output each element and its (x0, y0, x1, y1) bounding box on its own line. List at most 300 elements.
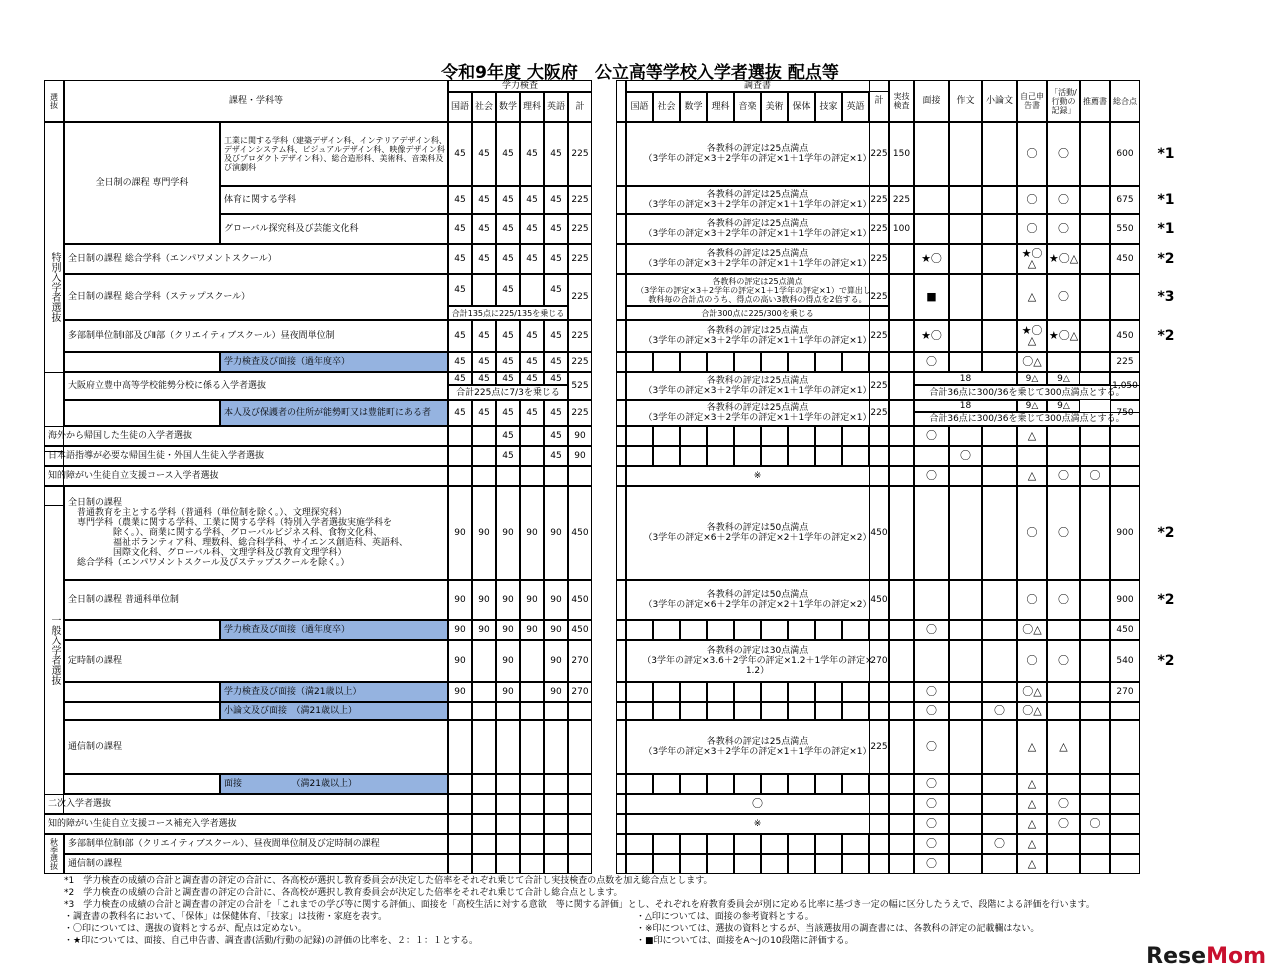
sougou-cell (1110, 774, 1140, 794)
nose-note: 合計36点に300/36を乗じて300点満点とする。 (914, 385, 1140, 400)
header-subject: 保体 (788, 92, 815, 122)
empty-cell (64, 620, 220, 640)
empty-cell (734, 834, 761, 854)
empty-cell (842, 426, 869, 446)
chousasho-total (869, 446, 889, 466)
header-jiko: 自己申告書 (1017, 80, 1047, 122)
chousasho-desc: 各教科の評定は25点満点 （3学年の評定×3＋2学年の評定×1＋1学年の評定×1） (626, 400, 889, 426)
row-label-tabu: 多部制単位制Ⅰ部及びⅡ部（クリエイティブスクール）昼夜間単位制 (64, 320, 448, 352)
gakuryoku-score: 90 (472, 486, 496, 580)
row-label-kaigai: 海外から帰国した生徒の入学者選抜 (44, 426, 448, 446)
empty-cell (842, 834, 869, 854)
row-label-niji: 二次入学者選抜 (44, 794, 448, 814)
shouronbun-cell (982, 682, 1017, 702)
suisen-cell (1080, 580, 1110, 620)
sakubun-cell (949, 640, 982, 682)
shouronbun-cell (982, 774, 1017, 794)
chousasho-desc: 各教科の評定は50点満点 （3学年の評定×6＋2学年の評定×2＋1学年の評定×2） (626, 486, 889, 580)
sakubun-cell (949, 620, 982, 640)
gakuryoku-score: 45 (544, 122, 568, 186)
katsudo-cell: △ (1047, 720, 1080, 774)
header-senbatsu: 選抜 (44, 80, 64, 122)
katsudo-cell: 〇 (1047, 214, 1080, 244)
empty-cell (496, 834, 520, 854)
chousasho-total (869, 682, 889, 702)
gakuryoku-total: 225 (568, 186, 592, 214)
empty-cell (544, 702, 568, 720)
empty-cell (734, 620, 761, 640)
empty-cell (472, 640, 496, 682)
shouronbun-cell (982, 274, 1017, 320)
gakuryoku-score: 45 (448, 400, 472, 426)
katsudo-cell: 〇 (1047, 122, 1080, 186)
jiko-cell: 〇△ (1017, 620, 1047, 640)
jiko-cell: 〇 (1017, 122, 1047, 186)
mensetsu-cell (914, 640, 949, 682)
row-label-nose-sub: 本人及び保護者の住所が能勢町又は豊能町にある者 (220, 400, 448, 426)
chousasho-total (869, 834, 889, 854)
suisen-cell (1080, 682, 1110, 702)
gakuryoku-score: 45 (520, 214, 544, 244)
sougou-cell (1110, 794, 1140, 814)
empty-cell (64, 682, 220, 702)
sougou-cell (1110, 854, 1140, 874)
jiko-cell: 〇 (1017, 640, 1047, 682)
jitsugi-cell (889, 274, 914, 320)
empty-cell (815, 620, 842, 640)
gakuryoku-score: 90 (544, 580, 568, 620)
footnote-right: ・※印については、選抜の資料とするが、当該選抜用の調査書には、各教科の評定の記載欄はない。 (636, 924, 1040, 934)
gap (616, 834, 626, 854)
chousasho-desc: 各教科の評定は50点満点 （3学年の評定×6＋2学年の評定×2＋1学年の評定×2） (626, 580, 889, 620)
empty-cell (472, 720, 496, 774)
katsudo-cell (1047, 774, 1080, 794)
suisen-cell (1080, 702, 1110, 720)
gakuryoku-score: 45 (544, 372, 568, 385)
empty-cell (568, 774, 592, 794)
empty-cell (761, 834, 788, 854)
footnote-marker: *1 (1157, 221, 1175, 237)
shouronbun-cell (982, 794, 1017, 814)
empty-cell (788, 426, 815, 446)
chousasho-total (869, 620, 889, 640)
footnote-right: ・■印については、面接をA～Jの10段階に評価する。 (636, 936, 854, 946)
header-subject: 英語 (842, 92, 869, 122)
empty-cell (680, 352, 707, 372)
nose-points: 18 (914, 372, 1017, 385)
empty-cell (761, 854, 788, 874)
chousasho-total: 225 (869, 320, 889, 352)
empty-cell (815, 774, 842, 794)
footnote-left: ・〇印については、選抜の資料とするが、配点は定めない。 (64, 924, 307, 934)
empty-cell (626, 352, 653, 372)
footnote-marker: *2 (1157, 592, 1175, 608)
sougou-cell: 450 (1110, 244, 1140, 274)
empty-cell (653, 702, 680, 720)
gap (616, 640, 626, 682)
header-subject: 理科 (707, 92, 734, 122)
suisen-cell (1080, 446, 1110, 466)
gakuryoku-score: 45 (472, 352, 496, 372)
row-label-step: 全日制の課程 総合学科（ステップスクール） (64, 274, 448, 320)
gakuryoku-score: 45 (448, 186, 472, 214)
footnote-left: ・調査書の教科名において、「保体」は保健体育、「技家」は技術・家庭を表す。 (64, 912, 388, 922)
row-label-nihongo: 日本語指導が必要な帰国生徒・外国人生徒入学者選抜 (44, 446, 448, 466)
sakubun-cell (949, 486, 982, 580)
sougou-cell: 675 (1110, 186, 1140, 214)
header-sakubun: 作文 (949, 80, 982, 122)
footnote-marker: *2 (1157, 251, 1175, 267)
chousasho-desc: 各教科の評定は25点満点 （3学年の評定×3＋2学年の評定×1＋1学年の評定×1） (626, 244, 889, 274)
suisen-cell (1080, 214, 1110, 244)
jiko-cell: ★〇△ (1017, 244, 1047, 274)
footnote-marker: *2 (1157, 525, 1175, 541)
empty-cell (761, 446, 788, 466)
gakuryoku-score: 90 (448, 580, 472, 620)
group-ippan: 一般入学者選抜 (44, 486, 64, 814)
jiko-cell: △ (1017, 814, 1047, 834)
jiko-cell: △ (1017, 834, 1047, 854)
gakuryoku-score: 90 (544, 640, 568, 682)
step-sum-g: 合計135点に225/135を乗じる (448, 306, 568, 320)
chousasho-total: 225 (869, 372, 889, 400)
empty-cell (707, 774, 734, 794)
note-3: *3 学力検査の成績の合計と調査書の評定の合計を「これまでの学び等に関する評価」、面接を「高校生活に対する意欲 等に関する評価」とし、それぞれを府教育委員会が別に定める比率に基づき一定の幅に区分したうえで、段階による評価を行います。 (64, 900, 1095, 910)
row-label-senmon: 全日制の課程 専門学科 (64, 122, 220, 244)
shouronbun-cell: 〇 (982, 702, 1017, 720)
group-shuuki: 秋季選抜 (44, 834, 64, 874)
katsudo-cell: 〇 (1047, 814, 1080, 834)
gakuryoku-score: 45 (496, 244, 520, 274)
chousasho-total: 225 (869, 400, 889, 426)
gakuryoku-score: 90 (448, 620, 472, 640)
empty-cell (568, 814, 592, 834)
empty-cell (448, 774, 472, 794)
gakuryoku-score: 45 (496, 446, 520, 466)
gakuryoku-total: 270 (568, 640, 592, 682)
empty-cell (448, 854, 472, 874)
header-katei: 課程・学科等 (64, 80, 448, 122)
empty-cell (680, 682, 707, 702)
gakuryoku-score: 90 (520, 580, 544, 620)
mensetsu-cell: 〇 (914, 834, 949, 854)
jitsugi-cell (889, 446, 914, 466)
jiko-cell: 〇 (1017, 186, 1047, 214)
gakuryoku-score: 45 (520, 320, 544, 352)
empty-cell (626, 774, 653, 794)
katsudo-cell: 〇 (1047, 640, 1080, 682)
empty-cell (842, 446, 869, 466)
header-kei: 計 (568, 92, 592, 122)
empty-cell (472, 446, 496, 466)
empty-cell (520, 814, 544, 834)
chousasho-desc: 各教科の評定は25点満点 （3学年の評定×3＋2学年の評定×1＋1学年の評定×1） (626, 372, 889, 400)
empty-cell (653, 774, 680, 794)
empty-cell (815, 426, 842, 446)
jiko-cell: △ (1017, 794, 1047, 814)
chousasho-desc: 各教科の評定は25点満点 （3学年の評定×3＋2学年の評定×1＋1学年の評定×1）で算出し、 教科毎の合計点のうち、得点の高い3教科の得点を2倍する。 (626, 274, 889, 306)
gakuryoku-score: 45 (544, 274, 568, 306)
empty-cell (448, 446, 472, 466)
mensetsu-cell (914, 580, 949, 620)
gap (616, 620, 626, 640)
empty-cell (788, 682, 815, 702)
gakuryoku-score: 45 (472, 372, 496, 385)
gap (616, 186, 626, 214)
empty-cell (982, 466, 1017, 486)
nose-points: 9△ (1047, 372, 1080, 385)
jiko-cell: 〇 (1017, 214, 1047, 244)
jitsugi-cell: 150 (889, 122, 914, 186)
gakuryoku-score: 45 (496, 274, 520, 306)
empty-cell (815, 352, 842, 372)
header-subject: 英語 (544, 92, 568, 122)
suisen-cell: 〇 (1080, 466, 1110, 486)
katsudo-cell: 〇 (1047, 794, 1080, 814)
sougou-cell: 450 (1110, 620, 1140, 640)
empty-cell (472, 794, 496, 814)
sakubun-cell (949, 854, 982, 874)
empty-cell (496, 720, 520, 774)
row-label-empower: 全日制の課程 総合学科（エンパワメントスクール） (64, 244, 448, 274)
empty-cell (626, 446, 653, 466)
footnote-left: ・★印については、面接、自己申告書、調査書(活動/行動の記録)の評価の比率を、２：１：１とする。 (64, 936, 478, 946)
chousasho-total: 450 (869, 486, 889, 580)
gap (616, 214, 626, 244)
chousasho-total: 225 (869, 244, 889, 274)
gakuryoku-score: 45 (520, 244, 544, 274)
mensetsu-cell: 〇 (914, 814, 949, 834)
katsudo-cell (1047, 446, 1080, 466)
empty-cell (707, 620, 734, 640)
empty-cell (680, 834, 707, 854)
katsudo-cell: 〇 (1047, 274, 1080, 320)
nose-points: 18 (914, 400, 1017, 412)
suisen-cell: 〇 (1080, 814, 1110, 834)
gakuryoku-score: 45 (472, 320, 496, 352)
empty-cell (680, 446, 707, 466)
empty-cell (842, 352, 869, 372)
mensetsu-cell: ★〇 (914, 320, 949, 352)
empty-cell (707, 854, 734, 874)
shouronbun-cell (982, 122, 1017, 186)
empty-cell (520, 466, 544, 486)
jiko-cell: 〇△ (1017, 682, 1047, 702)
empty-cell (680, 854, 707, 874)
empty-cell (869, 466, 889, 486)
chousasho-total (869, 794, 889, 814)
katsudo-cell (1047, 352, 1080, 372)
gakuryoku-score: 45 (496, 122, 520, 186)
empty-cell (653, 834, 680, 854)
sakubun-cell (949, 580, 982, 620)
header-subject: 国語 (626, 92, 653, 122)
jitsugi-cell (889, 682, 914, 702)
empty-cell (520, 426, 544, 446)
empty-cell (448, 426, 472, 446)
sougou-cell: 450 (1110, 320, 1140, 352)
gakuryoku-score: 45 (520, 372, 544, 385)
gakuryoku-score: 90 (496, 580, 520, 620)
gakuryoku-score: 45 (472, 122, 496, 186)
jiko-cell: △ (1017, 854, 1047, 874)
gakuryoku-total: 450 (568, 620, 592, 640)
sakubun-cell (949, 794, 982, 814)
gakuryoku-total: 450 (568, 580, 592, 620)
mensetsu-cell: 〇 (914, 620, 949, 640)
empty-cell (815, 682, 842, 702)
header-subject: 音楽 (734, 92, 761, 122)
sakubun-cell (949, 274, 982, 320)
empty-cell (544, 466, 568, 486)
chousasho-desc: 各教科の評定は25点満点 （3学年の評定×3＋2学年の評定×1＋1学年の評定×1） (626, 122, 889, 186)
footnote-marker: *2 (1157, 328, 1175, 344)
header-shouronbun: 小論文 (982, 80, 1017, 122)
chousasho-desc: 各教科の評定は30点満点 （3学年の評定×3.6＋2学年の評定×1.2＋1学年の評定× 1.2） (626, 640, 889, 682)
jiko-cell: △ (1017, 720, 1047, 774)
header-gakuryoku: 学力検査 (448, 80, 592, 92)
step-sum-c: 合計300点に225/300を乗じる (626, 306, 889, 320)
jiko-cell: △ (1017, 426, 1047, 446)
empty-cell (949, 466, 982, 486)
gap (616, 274, 626, 320)
sakubun-cell (949, 814, 982, 834)
empty-cell (788, 702, 815, 720)
sakubun-cell (949, 682, 982, 702)
gakuryoku-score: 45 (496, 400, 520, 426)
sakubun-cell (949, 720, 982, 774)
empty-cell (815, 834, 842, 854)
empty-cell (496, 466, 520, 486)
empty-cell (653, 446, 680, 466)
jitsugi-cell (889, 320, 914, 352)
mensetsu-cell: 〇 (914, 854, 949, 874)
sakubun-cell (949, 186, 982, 214)
gap (616, 352, 626, 372)
chousasho-total (869, 774, 889, 794)
empty-cell (472, 702, 496, 720)
jiko-cell: 〇 (1017, 486, 1047, 580)
empty-cell (448, 834, 472, 854)
empty-cell (544, 854, 568, 874)
gakuryoku-score: 45 (520, 122, 544, 186)
empty-cell (568, 854, 592, 874)
katsudo-cell: 〇 (1047, 186, 1080, 214)
katsudo-cell: ★〇△ (1047, 244, 1080, 274)
shouronbun-cell (982, 620, 1017, 640)
gakuryoku-score: 90 (496, 620, 520, 640)
sougou-cell: 600 (1110, 122, 1140, 186)
chousasho-total (869, 854, 889, 874)
suisen-cell (1080, 244, 1110, 274)
header-katsudo: 「活動/行動の記録」 (1047, 80, 1080, 122)
gap (616, 720, 626, 774)
empty-cell (815, 446, 842, 466)
empty-cell (842, 774, 869, 794)
chousasho-desc: 各教科の評定は25点満点 （3学年の評定×3＋2学年の評定×1＋1学年の評定×1） (626, 720, 889, 774)
gakuryoku-score: 90 (520, 486, 544, 580)
empty-cell (472, 682, 496, 702)
mensetsu-cell: 〇 (914, 352, 949, 372)
header-subject: 美術 (761, 92, 788, 122)
empty-cell (707, 682, 734, 702)
gakuryoku-score: 90 (544, 486, 568, 580)
shouronbun-cell (982, 186, 1017, 214)
chousasho-total (869, 352, 889, 372)
gakuryoku-score: 45 (520, 400, 544, 426)
shouronbun-cell (982, 486, 1017, 580)
nose-points: 9△ (1017, 400, 1047, 412)
gakuryoku-total: 225 (568, 122, 592, 186)
gakuryoku-score: 45 (496, 426, 520, 446)
mensetsu-cell: ★〇 (914, 244, 949, 274)
jitsugi-cell (889, 640, 914, 682)
suisen-cell (1080, 720, 1110, 774)
empty-cell (520, 640, 544, 682)
suisen-cell (1080, 426, 1110, 446)
row-label-global: グローバル探究科及び芸能文化科 (220, 214, 448, 244)
row-label-kako: 学力検査及び面接（過年度卒） (220, 620, 448, 640)
shouronbun-cell (982, 854, 1017, 874)
mensetsu-cell: 〇 (914, 702, 949, 720)
empty-cell (761, 620, 788, 640)
gakuryoku-score: 90 (496, 640, 520, 682)
empty-cell (707, 702, 734, 720)
gakuryoku-total: 90 (568, 446, 592, 466)
chousasho-desc: 各教科の評定は25点満点 （3学年の評定×3＋2学年の評定×1＋1学年の評定×1） (626, 186, 889, 214)
sougou-cell: 900 (1110, 580, 1140, 620)
katsudo-cell (1047, 682, 1080, 702)
empty-cell (496, 774, 520, 794)
shouronbun-cell (982, 244, 1017, 274)
shouronbun-cell (982, 720, 1017, 774)
katsudo-cell: ★〇△ (1047, 320, 1080, 352)
empty-cell (734, 774, 761, 794)
gakuryoku-score: 45 (544, 186, 568, 214)
shouronbun-cell (982, 446, 1017, 466)
mensetsu-cell: 〇 (914, 774, 949, 794)
jitsugi-cell (889, 814, 914, 834)
chousasho-kome: ※ (626, 466, 889, 486)
empty-cell (653, 352, 680, 372)
jitsugi-cell (889, 426, 914, 446)
katsudo-cell (1047, 426, 1080, 446)
empty-cell (496, 702, 520, 720)
gakuryoku-score: 45 (472, 186, 496, 214)
sougou-cell: 900 (1110, 486, 1140, 580)
empty-cell (734, 426, 761, 446)
katsudo-cell (1047, 702, 1080, 720)
suisen-cell (1080, 274, 1110, 320)
gakuryoku-total: 270 (568, 682, 592, 702)
empty-cell (815, 854, 842, 874)
sougou-cell (1110, 446, 1140, 466)
header-subject: 理科 (520, 92, 544, 122)
jitsugi-cell (889, 774, 914, 794)
gakuryoku-score: 45 (448, 244, 472, 274)
gap (616, 426, 626, 446)
empty-cell (472, 774, 496, 794)
empty-cell (842, 620, 869, 640)
row-label-hojuu: 知的障がい生徒自立支援コース補充入学者選抜 (44, 814, 448, 834)
header-subject: 技家 (815, 92, 842, 122)
row-label-futsuu-tani: 全日制の課程 普通科単位制 (64, 580, 448, 620)
mensetsu-cell: 〇 (914, 466, 949, 486)
shouronbun-cell (982, 320, 1017, 352)
gap (616, 446, 626, 466)
empty-cell (496, 854, 520, 874)
header-subject: 数学 (680, 92, 707, 122)
